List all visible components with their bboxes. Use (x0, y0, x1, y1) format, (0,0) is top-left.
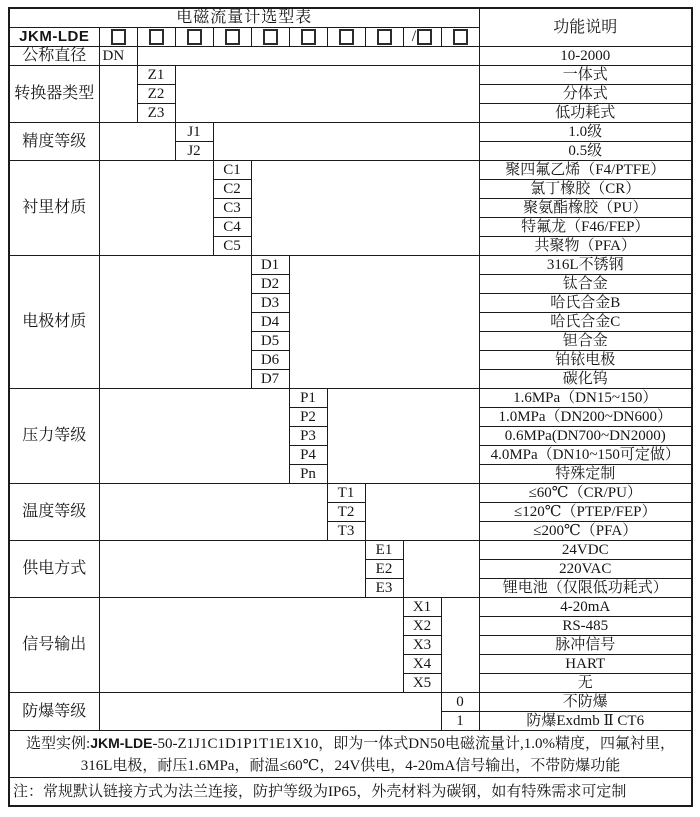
desc-cell: 碳化钨 (479, 370, 692, 389)
category-label-power-supply: 供电方式 (9, 541, 99, 598)
category-label-lining: 衬里材质 (9, 161, 99, 256)
checkbox-cell (289, 28, 327, 47)
code-cell: D1 (251, 256, 289, 275)
blank-cell (99, 123, 175, 161)
desc-cell: 24VDC (479, 541, 692, 560)
desc-cell: 铂铱电极 (479, 351, 692, 370)
category-label-explosion-proof: 防爆等级 (9, 693, 99, 731)
table-row-dn (9, 47, 692, 66)
table-row (9, 541, 692, 560)
code-cell: E3 (365, 579, 403, 598)
page-title: 电磁流量计选型表 (9, 8, 479, 28)
example-line-1 (11, 732, 690, 755)
empty-checkbox-icon (111, 29, 126, 45)
desc-cell: 特氟龙（F46/FEP） (479, 218, 692, 237)
blank-cell (327, 389, 479, 484)
empty-checkbox-icon (187, 29, 202, 45)
code-cell: C1 (213, 161, 251, 180)
category-label-accuracy: 精度等级 (9, 123, 99, 161)
code-cell: E2 (365, 560, 403, 579)
empty-checkbox-icon (225, 29, 240, 45)
empty-checkbox-icon (301, 29, 316, 45)
code-cell: 0 (441, 693, 479, 712)
code-cell: Z3 (137, 104, 175, 123)
blank-cell (403, 541, 479, 598)
table-row (9, 123, 692, 142)
desc-cell: 共聚物（PFA） (479, 237, 692, 256)
example-line-2: 316L电极，耐压1.6MPa，耐温≤60℃，24V供电，4-20mA信号输出，不带防爆功能 (80, 757, 621, 774)
empty-checkbox-icon (377, 29, 392, 45)
desc-cell: 哈氏合金B (479, 294, 692, 313)
category-label-converter-type: 转换器类型 (9, 66, 99, 123)
example-rest: -50-Z1J1C1D1P1T1E1X10，即为一体式DN50电磁流量计,1.0%精度，四氟衬里， (152, 735, 675, 752)
desc-cell: HART (479, 655, 692, 674)
empty-checkbox-icon (263, 29, 278, 45)
desc-cell: 一体式 (479, 66, 692, 85)
code-cell: J1 (175, 123, 213, 142)
example-row (9, 731, 692, 778)
empty-checkbox-icon (417, 29, 432, 45)
checkbox-cell (441, 28, 479, 47)
desc-cell: 4-20mA (479, 598, 692, 617)
checkbox-cell (251, 28, 289, 47)
desc-cell: RS-485 (479, 617, 692, 636)
blank-cell (99, 389, 289, 484)
desc-cell: 4.0MPa（DN10~150可定做） (479, 446, 692, 465)
code-cell: C3 (213, 199, 251, 218)
blank-cell (99, 541, 365, 598)
empty-checkbox-icon (453, 29, 468, 45)
blank-cell (99, 693, 441, 731)
function-header: 功能说明 (479, 8, 692, 47)
code-cell-dn: DN (99, 47, 137, 66)
desc-cell: 1.0MPa（DN200~DN600） (479, 408, 692, 427)
checkbox-cell (99, 28, 137, 47)
category-label-dn: 公称直径 (9, 47, 99, 66)
blank-cell (99, 161, 213, 256)
desc-cell: 聚四氟乙烯（F4/PTFE） (479, 161, 692, 180)
code-cell: X4 (403, 655, 441, 674)
desc-cell: 不防爆 (479, 693, 692, 712)
checkbox-cell-with-slash (403, 28, 441, 47)
blank-cell (99, 598, 403, 693)
table-row (9, 693, 692, 712)
code-cell: P3 (289, 427, 327, 446)
table-row (9, 389, 692, 408)
checkbox-cell (137, 28, 175, 47)
table-row (9, 161, 692, 180)
code-cell: T1 (327, 484, 365, 503)
example-prefix: 选型实例: (26, 735, 91, 752)
code-cell: D2 (251, 275, 289, 294)
desc-cell: 钛合金 (479, 275, 692, 294)
blank-cell (175, 66, 479, 123)
note-row (9, 778, 692, 807)
code-cell: D6 (251, 351, 289, 370)
blank-cell (99, 66, 137, 123)
code-cell: P2 (289, 408, 327, 427)
desc-cell: 防爆Exdmb Ⅱ CT6 (479, 712, 692, 731)
desc-cell: 分体式 (479, 85, 692, 104)
code-cell: P1 (289, 389, 327, 408)
table-row (9, 484, 692, 503)
code-cell: X5 (403, 674, 441, 693)
desc-cell: 无 (479, 674, 692, 693)
desc-cell: 钽合金 (479, 332, 692, 351)
table-row (9, 256, 692, 275)
desc-cell: 1.6MPa（DN15~150） (479, 389, 692, 408)
desc-cell: 锂电池（仅限低功耗式） (479, 579, 692, 598)
blank-cell (289, 256, 479, 389)
desc-cell: 0.6MPa(DN700~DN2000) (479, 427, 692, 446)
code-cell: D5 (251, 332, 289, 351)
checkbox-cell (327, 28, 365, 47)
blank-cell (99, 256, 251, 389)
code-cell: 1 (441, 712, 479, 731)
code-cell: J2 (175, 142, 213, 161)
code-cell: D7 (251, 370, 289, 389)
code-cell: X2 (403, 617, 441, 636)
desc-cell: 0.5级 (479, 142, 692, 161)
checkbox-cell (365, 28, 403, 47)
category-label-signal-output: 信号输出 (9, 598, 99, 693)
category-label-pressure: 压力等级 (9, 389, 99, 484)
desc-cell: 1.0级 (479, 123, 692, 142)
model-prefix: JKM-LDE (9, 28, 99, 47)
checkbox-cell (213, 28, 251, 47)
desc-cell: ≤200℃（PFA） (479, 522, 692, 541)
checkbox-cell (175, 28, 213, 47)
empty-checkbox-icon (149, 29, 164, 45)
example-model-code: JKM-LDE (90, 734, 153, 751)
code-cell: P4 (289, 446, 327, 465)
code-cell: Z2 (137, 85, 175, 104)
desc-cell-dn: 10-2000 (479, 47, 692, 66)
desc-cell: 220VAC (479, 560, 692, 579)
blank-cell (365, 484, 479, 541)
desc-cell: ≤60℃（CR/PU） (479, 484, 692, 503)
code-cell: D4 (251, 313, 289, 332)
desc-cell: 氯丁橡胶（CR） (479, 180, 692, 199)
selection-example (9, 731, 692, 778)
blank-cell (251, 161, 479, 256)
code-cell: Z1 (137, 66, 175, 85)
code-cell: E1 (365, 541, 403, 560)
code-cell: X1 (403, 598, 441, 617)
empty-checkbox-icon (339, 29, 354, 45)
code-cell: Pn (289, 465, 327, 484)
desc-cell: 低功耗式 (479, 104, 692, 123)
desc-cell: 聚氨酯橡胶（PU） (479, 199, 692, 218)
blank-cell (213, 123, 479, 161)
code-cell: C4 (213, 218, 251, 237)
code-cell: C5 (213, 237, 251, 256)
desc-cell: 哈氏合金C (479, 313, 692, 332)
blank-cell (99, 484, 327, 541)
blank-cell (137, 47, 479, 66)
blank-cell (441, 598, 479, 693)
code-cell: D3 (251, 294, 289, 313)
category-label-temperature: 温度等级 (9, 484, 99, 541)
flowmeter-selection-table (8, 7, 693, 807)
title-row (9, 8, 692, 28)
code-cell: C2 (213, 180, 251, 199)
note-text: 注：常规默认链接方式为法兰连接，防护等级为IP65，外壳材料为碳钢，如有特殊需求可定制 (9, 778, 692, 807)
table-row (9, 598, 692, 617)
category-label-electrode: 电极材质 (9, 256, 99, 389)
slash-separator: / (411, 28, 417, 45)
code-cell: X3 (403, 636, 441, 655)
code-cell: T2 (327, 503, 365, 522)
desc-cell: 脉冲信号 (479, 636, 692, 655)
code-cell: T3 (327, 522, 365, 541)
table-row (9, 66, 692, 85)
desc-cell: 特殊定制 (479, 465, 692, 484)
desc-cell: 316L不锈钢 (479, 256, 692, 275)
desc-cell: ≤120℃（PTEP/FEP） (479, 503, 692, 522)
